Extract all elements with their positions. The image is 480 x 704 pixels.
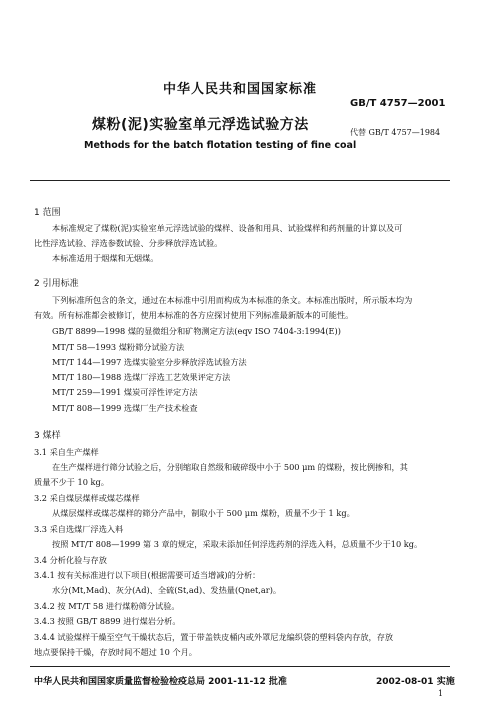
subsection-3-1-para-2: 质量不少于 10 kg。 <box>34 477 109 487</box>
reference-item: MT/T 180—1988 选煤厂浮选工艺效果评定方法 <box>52 372 231 382</box>
document-title-english: Methods for the batch flotation testing of fine coal <box>84 140 357 151</box>
clause-3-4-4-line-2: 地点要保持干燥，存放时间不超过 10 个月。 <box>34 647 197 657</box>
reference-item: MT/T 144—1997 选煤实验室分步释放浮选试验方法 <box>52 357 247 367</box>
clause-3-4-3: 3.4.3 按照 GB/T 8899 进行煤岩分析。 <box>34 616 181 626</box>
section-2-para-1b: 有效。所有标准都会被修订，使用本标准的各方应探讨使用下列标准最新版本的可能性。 <box>34 310 354 320</box>
clause-3-4-2: 3.4.2 按 MT/T 58 进行煤粉筛分试验。 <box>34 601 180 611</box>
reference-item: MT/T 808—1999 选煤厂生产技术检查 <box>52 403 198 413</box>
replaces-note: 代替 GB/T 4757—1984 <box>350 128 441 137</box>
section-3-heading: 3 煤样 <box>34 431 61 441</box>
national-standard-heading: 中华人民共和国国家标准 <box>162 82 317 97</box>
subsection-3-1-para-1: 在生产煤样进行筛分试验之后，分别缩取自然级和破碎级中小于 500 μm 的煤粉，按比例掺和，其 <box>52 462 408 472</box>
standard-code: GB/T 4757—2001 <box>350 98 446 109</box>
section-1-para-1b: 比性浮选试验、浮选参数试验、分步释放浮选试验。 <box>34 238 223 248</box>
section-1-para-2: 本标准适用于烟煤和无烟煤。 <box>52 253 159 263</box>
reference-item: MT/T 58—1993 煤粉筛分试验方法 <box>52 342 185 352</box>
header-divider <box>30 180 450 181</box>
clause-3-4-1: 3.4.1 按有关标准进行以下项目(根据需要可适当增减)的分析： <box>34 570 261 580</box>
subsection-3-3-heading: 3.3 采自选煤厂浮选入料 <box>34 524 124 534</box>
implementation-date: 2002-08-01 实施 <box>376 677 455 687</box>
reference-item: MT/T 259—1991 煤炭可浮性评定方法 <box>52 387 198 397</box>
clause-3-4-4-line-1: 3.4.4 试验煤样干燥至空气干燥状态后，置于带盖铁皮桶内或外罩尼龙编织袋的塑料袋内存放，存放 <box>34 632 394 642</box>
subsection-3-3-para-1: 按照 MT/T 808—1999 第 3 章的规定，采取未添加任何浮选药剂的浮选入料，总质量不少于10 kg。 <box>52 539 423 549</box>
section-1-para-1a: 本标准规定了煤粉(泥)实验室单元浮选试验的煤样、设备和用具、试验煤样和药剂量的计算以及可 <box>52 223 403 233</box>
reference-item: GB/T 8899—1998 煤的显微组分和矿物测定方法(eqv ISO 7404-3:1994(E)) <box>52 326 341 336</box>
subsection-3-1-heading: 3.1 采自生产煤样 <box>34 447 99 457</box>
section-2-para-1a: 下列标准所包含的条文，通过在本标准中引用而构成为本标准的条文。本标准出版时，所示版本均为 <box>52 295 413 305</box>
issuer-approval: 中华人民共和国国家质量监督检验检疫总局 2001-11-12 批准 <box>34 677 287 687</box>
section-2-heading: 2 引用标准 <box>34 279 79 289</box>
section-1-heading: 1 范围 <box>34 208 61 218</box>
subsection-3-2-para-1: 从煤层煤样或煤芯煤样的筛分产品中，制取小于 500 μm 煤粉，质量不少于 1 kg。 <box>52 508 355 518</box>
clause-3-4-1-items: 水分(Mt,Mad)、灰分(Ad)、全硫(St,ad)、发热量(Qnet,ar)。 <box>52 585 282 595</box>
subsection-3-4-heading: 3.4 分析化验与存放 <box>34 555 107 565</box>
subsection-3-2-heading: 3.2 采自煤层煤样或煤芯煤样 <box>34 493 140 503</box>
document-title: 煤粉(泥)实验室单元浮选试验方法 <box>92 117 309 133</box>
page-number: 1 <box>438 689 444 698</box>
footer-divider <box>30 666 450 667</box>
